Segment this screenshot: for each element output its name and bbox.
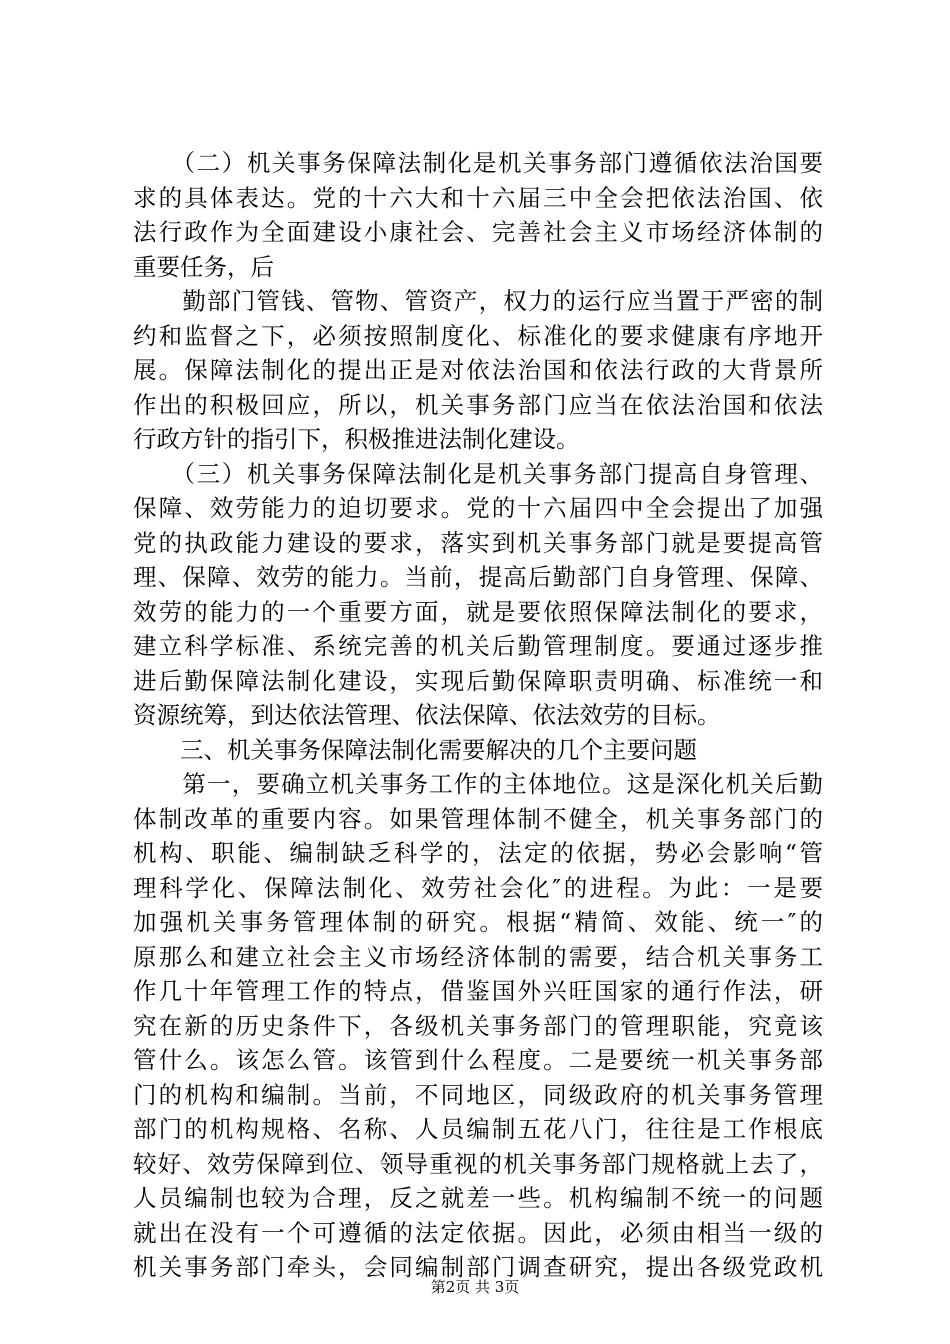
- text-line: 就出在没有一个可遵循的法定依据。因此，必须由相当一级的: [133, 1218, 823, 1247]
- text-line: 约和监督之下，必须按照制度化、标准化的要求健康有序地开: [133, 321, 823, 350]
- text-line: 究在新的历史条件下，各级机关事务部门的管理职能，究竟该: [133, 1011, 823, 1040]
- document-body: [133, 146, 823, 1285]
- text-line: 部门的机构规格、名称、人员编制五花八门，往往是工作根底: [133, 1115, 823, 1143]
- text-line: 进后勤保障法制化建设，实现后勤保障职责明确、标准统一和: [133, 666, 823, 695]
- text-line: 人员编制也较为合理，反之就差一些。机构编制不统一的问题: [133, 1184, 823, 1212]
- text-line: 门的机构和编制。当前，不同地区，同级政府的机关事务管理: [133, 1080, 823, 1109]
- text-line: 机构、职能、编制缺乏科学的，法定的依据，势必会影响“管: [133, 839, 823, 867]
- text-line: 重要任务，后: [133, 252, 274, 281]
- text-line: 法行政作为全面建设小康社会、完善社会主义市场经济体制的: [133, 218, 823, 246]
- text-line: 较好、效劳保障到位、领导重视的机关事务部门规格就上去了，: [133, 1149, 823, 1178]
- text-line: 原那么和建立社会主义市场经济体制的需要，结合机关事务工: [133, 942, 823, 971]
- text-line: 机关事务部门牵头，会同编制部门调查研究，提出各级党政机: [133, 1253, 823, 1281]
- text-line: 作几十年管理工作的特点，借鉴国外兴旺国家的通行作法，研: [133, 977, 823, 1005]
- text-line: 体制改革的重要内容。如果管理体制不健全，机关事务部门的: [133, 804, 823, 833]
- text-line: 作出的积极回应，所以，机关事务部门应当在依法治国和依法: [133, 390, 823, 419]
- text-line: 加强机关事务管理体制的研究。根据“精简、效能、统一″的: [133, 908, 823, 936]
- text-line: 管什么。该怎么管。该管到什么程度。二是要统一机关事务部: [133, 1046, 823, 1074]
- text-line: 展。保障法制化的提出正是对依法治国和依法行政的大背景所: [133, 356, 823, 384]
- text-line: 资源统筹，到达依法管理、依法保障、依法效劳的目标。: [133, 701, 721, 729]
- text-line: 建立科学标准、系统完善的机关后勤管理制度。要通过逐步推: [133, 632, 823, 660]
- text-line: 第一，要确立机关事务工作的主体地位。这是深化机关后勤: [133, 770, 823, 798]
- page-number-footer: 第2页 共 3页: [430, 1278, 520, 1296]
- text-line: 行政方针的指引下，积极推进法制化建设。: [133, 425, 580, 453]
- text-line: 党的执政能力建设的要求，落实到机关事务部门就是要提高管: [133, 528, 823, 557]
- text-line: 勤部门管钱、管物、管资产，权力的运行应当置于严密的制: [133, 287, 823, 315]
- text-line: 三、机关事务保障法制化需要解决的几个主要问题: [133, 735, 697, 764]
- text-line: （三）机关事务保障法制化是机关事务部门提高自身管理、: [133, 459, 823, 488]
- text-line: 效劳的能力的一个重要方面，就是要依照保障法制化的要求，: [133, 597, 823, 626]
- text-line: 理科学化、保障法制化、效劳社会化″的进程。为此：一是要: [133, 873, 823, 902]
- text-line: （二）机关事务保障法制化是机关事务部门遵循依法治国要: [133, 149, 823, 177]
- text-line: 求的具体表达。党的十六大和十六届三中全会把依法治国、依: [133, 183, 823, 212]
- text-line: 保障、效劳能力的迫切要求。党的十六届四中全会提出了加强: [133, 494, 823, 522]
- text-line: 理、保障、效劳的能力。当前，提高后勤部门自身管理、保障、: [133, 563, 823, 591]
